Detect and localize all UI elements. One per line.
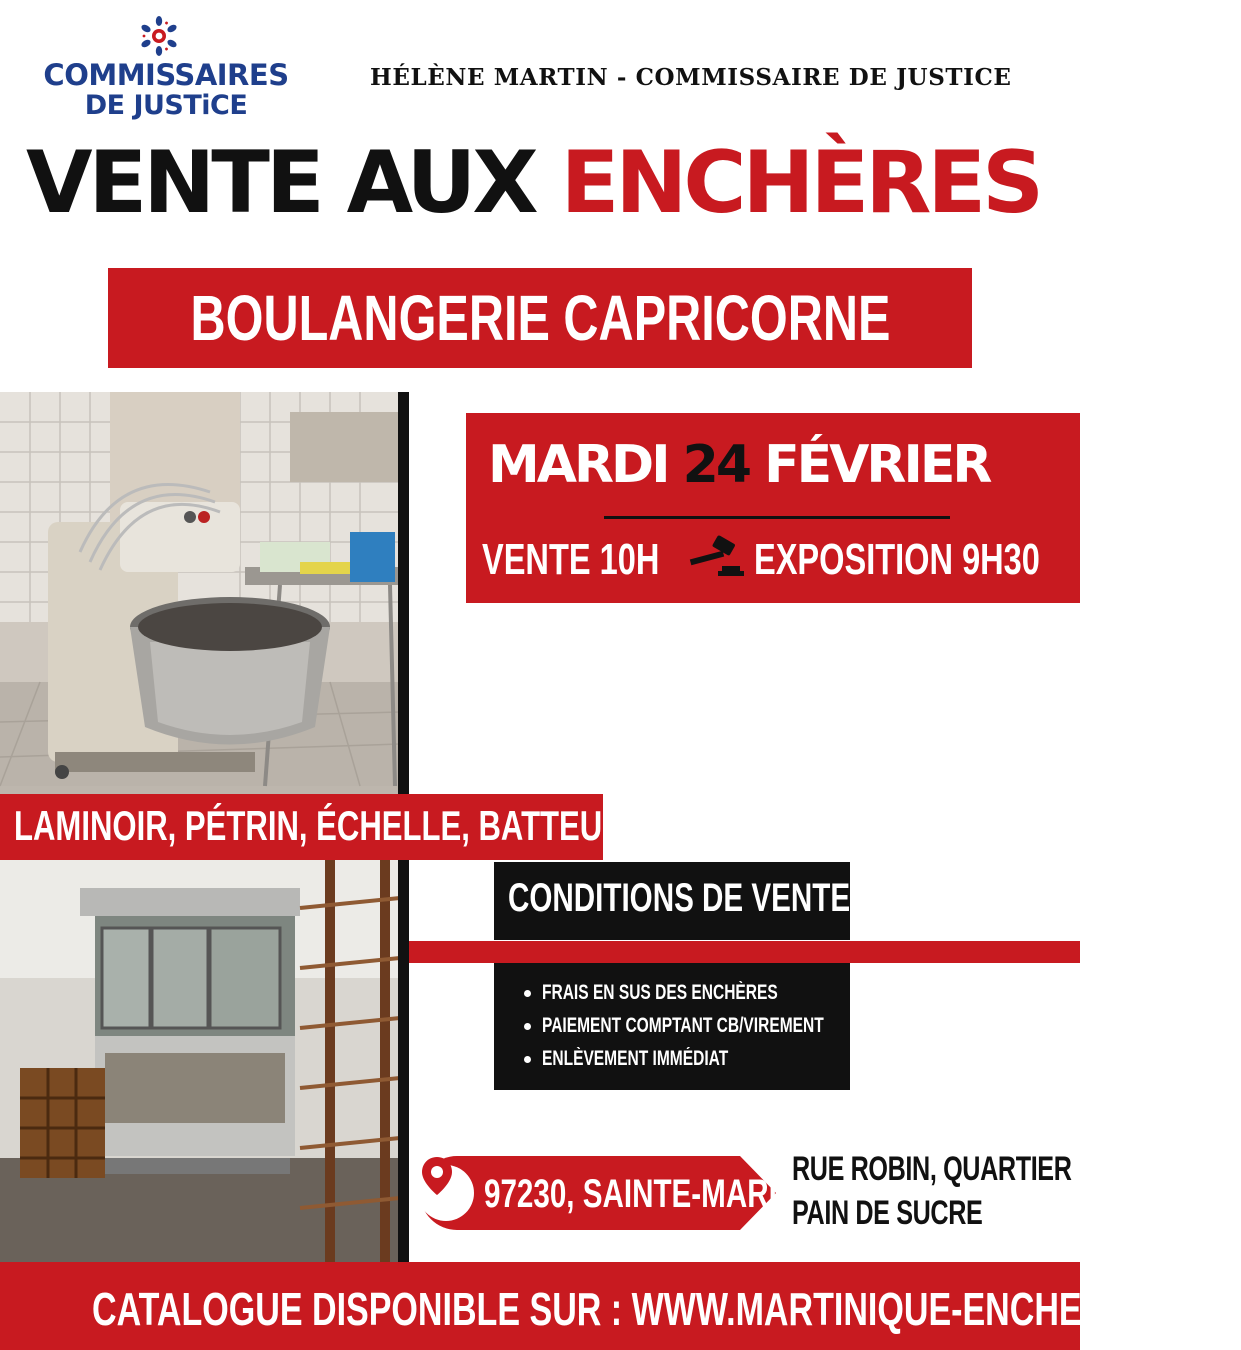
catalogue-link-text: CATALOGUE DISPONIBLE SUR : WWW.MARTINIQUE-ENCHERES.COM bbox=[92, 1283, 1241, 1335]
bullet-icon bbox=[524, 990, 531, 997]
headline bbox=[26, 128, 1066, 238]
conditions-divider bbox=[409, 941, 1080, 963]
headline-part-black: VENTE AUX bbox=[26, 133, 535, 233]
footer-bar bbox=[0, 1262, 1241, 1350]
bullet-icon bbox=[524, 1023, 531, 1030]
conditions-header bbox=[494, 862, 869, 940]
sale-date bbox=[488, 435, 1068, 495]
date-divider bbox=[604, 516, 950, 519]
location-pin-icon bbox=[420, 1156, 454, 1196]
business-name: BOULANGERIE CAPRICORNE bbox=[190, 282, 890, 354]
items-label: LAMINOIR, PÉTRIN, ÉCHELLE, BATTEUR... bbox=[14, 802, 651, 849]
list-item bbox=[494, 981, 850, 1014]
date-day: MARDI bbox=[488, 435, 668, 495]
list-item bbox=[494, 1014, 850, 1047]
officer-name: HÉLÈNE MARTIN - COMMISSAIRE DE JUSTICE bbox=[370, 64, 1012, 91]
condition-text: ENLÈVEMENT IMMÉDIAT bbox=[542, 1047, 729, 1070]
logo-text-line1: COMMISSAIRES bbox=[43, 58, 289, 92]
conditions-list bbox=[494, 963, 850, 1090]
display-cabinet-photo bbox=[0, 858, 400, 1262]
condition-text: PAIEMENT COMPTANT CB/VIREMENT bbox=[542, 1014, 824, 1037]
bullet-icon bbox=[524, 1056, 531, 1063]
mixer-photo bbox=[0, 392, 400, 786]
address-street-line1: RUE ROBIN, QUARTIER bbox=[792, 1150, 1072, 1188]
conditions-title: CONDITIONS DE VENTE : bbox=[508, 876, 869, 920]
exhibition-time: EXPOSITION 9H30 bbox=[754, 535, 1040, 584]
address-city-badge bbox=[420, 1156, 797, 1230]
logo-text-line2: DE JUSTiCE bbox=[84, 90, 248, 121]
date-box bbox=[466, 413, 1080, 603]
list-item bbox=[494, 1047, 850, 1080]
date-month: FÉVRIER bbox=[764, 435, 990, 495]
items-bar bbox=[0, 794, 651, 860]
sale-time: VENTE 10H bbox=[482, 535, 660, 584]
condition-text: FRAIS EN SUS DES ENCHÈRES bbox=[542, 981, 778, 1004]
address-city: 97230, SAINTE-MARIE bbox=[484, 1172, 797, 1216]
sale-times bbox=[482, 533, 1082, 589]
date-number: 24 bbox=[682, 435, 750, 495]
headline-part-red: ENCHÈRES bbox=[560, 133, 1041, 233]
business-banner bbox=[108, 268, 972, 368]
commissaires-logo-icon bbox=[134, 14, 184, 58]
address-street-line2: PAIN DE SUCRE bbox=[792, 1194, 983, 1232]
gavel-icon bbox=[682, 537, 748, 585]
